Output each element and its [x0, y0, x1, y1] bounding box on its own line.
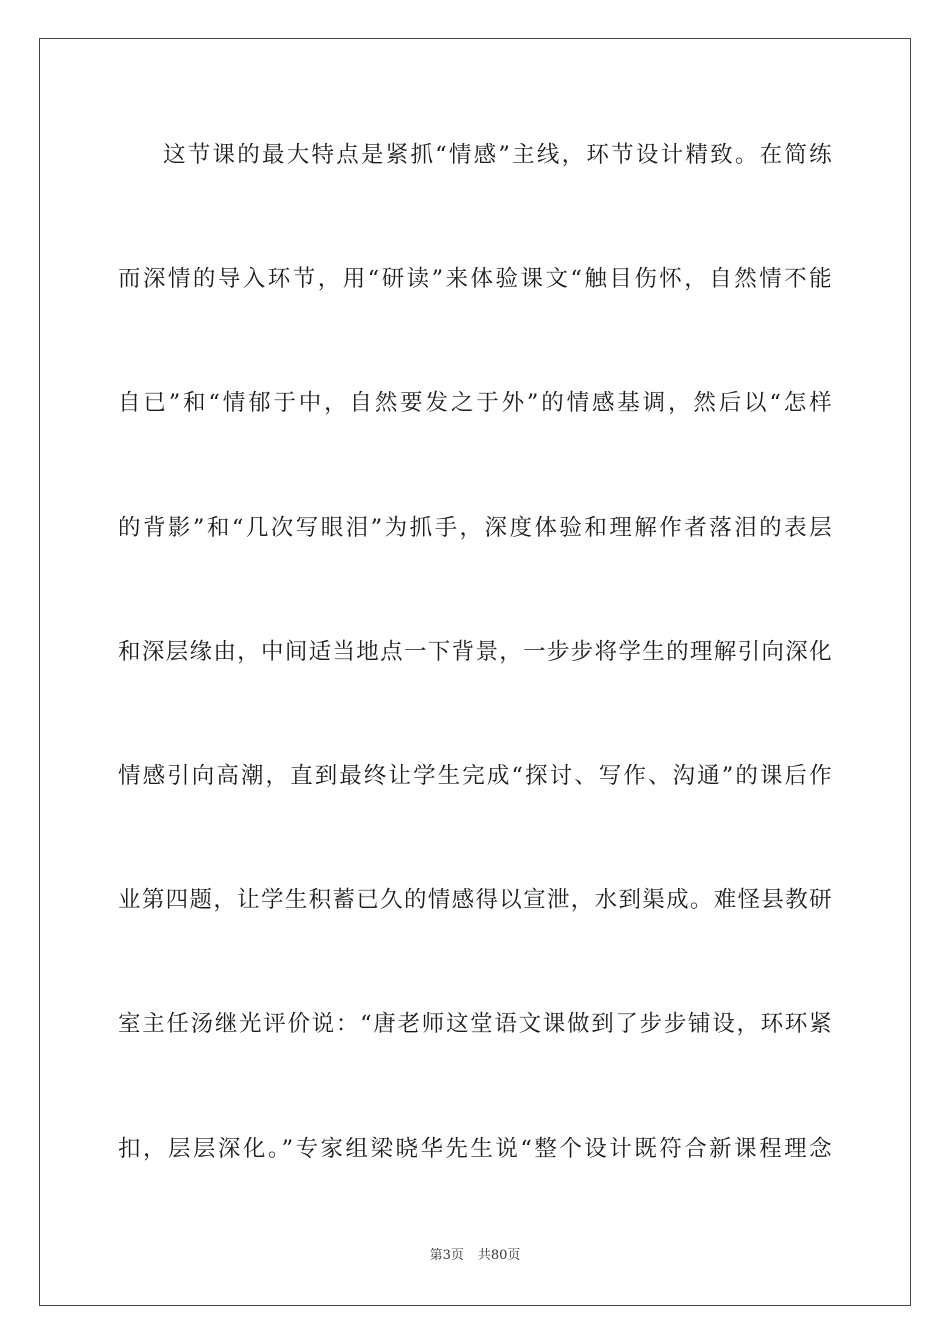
text-line: 和深层缘由，中间适当地点一下背景，一步步将学生的理解引向深化: [118, 638, 832, 665]
page-total: 共80页: [477, 1248, 521, 1263]
text-line: 情感引向高潮，直到最终让学生完成“探讨、写作、沟通”的课后作: [118, 762, 832, 789]
text-line: 而深情的导入环节，用“研读”来体验课文“触目伤怀，自然情不能: [118, 266, 832, 293]
text-line: 自已”和“情郁于中，自然要发之于外”的情感基调，然后以“怎样: [118, 390, 832, 417]
text-line: 这节课的最大特点是紧抓“情感”主线，环节设计精致。在简练: [163, 142, 832, 168]
page-footer: [0, 1244, 950, 1263]
text-line: 扣，层层深化。”专家组梁晓华先生说“整个设计既符合新课程理念: [118, 1135, 832, 1162]
text-line: 的背影”和“几次写眼泪”为抓手，深度体验和理解作者落泪的表层: [118, 514, 832, 541]
text-line: 业第四题，让学生积蓄已久的情感得以宣泄，水到渠成。难怪县教研: [118, 887, 832, 914]
text-line: 室主任汤继光评价说：“唐老师这堂语文课做到了步步铺设，环环紧: [118, 1011, 832, 1038]
body-text: [118, 124, 832, 1242]
page-number: 第3页: [429, 1248, 464, 1263]
